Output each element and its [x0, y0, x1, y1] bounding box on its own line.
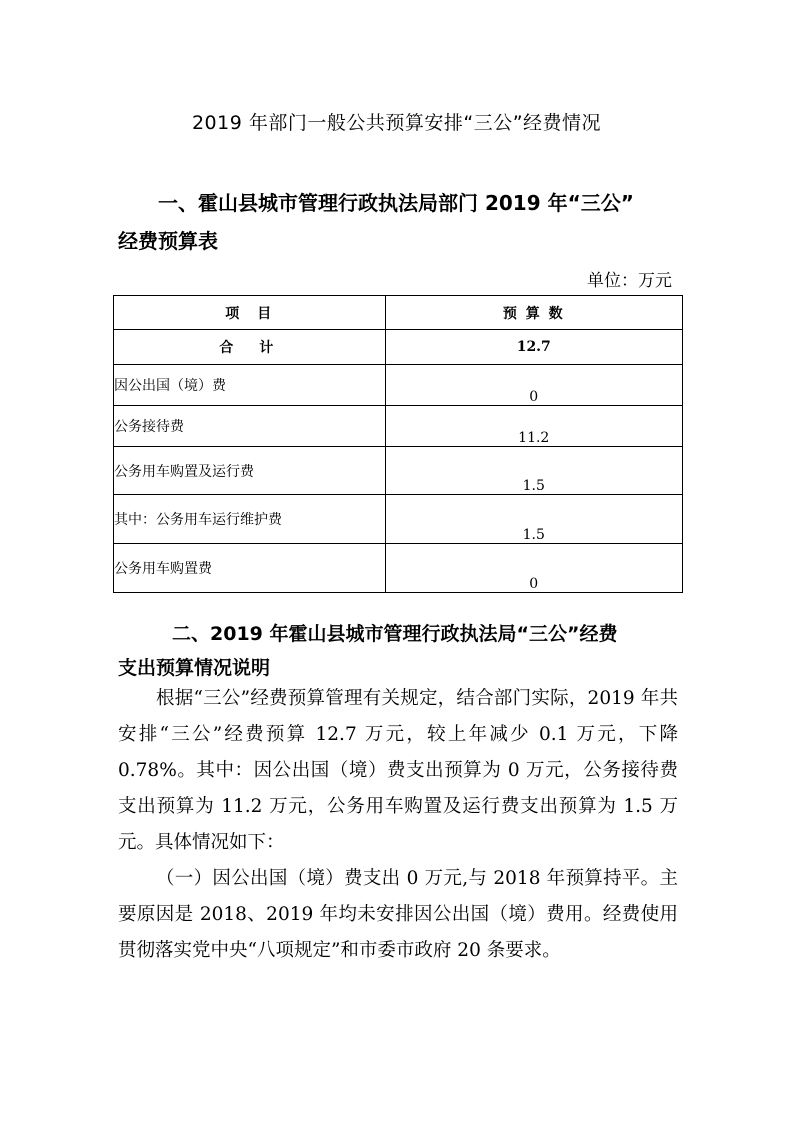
row-label: 公务接待费 — [114, 406, 386, 447]
table-row — [114, 544, 683, 593]
document-title: 2019 年部门一般公共预算安排“三公”经费情况 — [191, 112, 602, 134]
row-label: 公务用车购置费 — [114, 544, 386, 593]
section-1-heading — [118, 184, 678, 260]
table-row — [114, 447, 683, 495]
table-row — [114, 406, 683, 447]
row-value: 11.2 — [385, 406, 682, 447]
table-header-row — [114, 296, 683, 330]
table-row — [114, 365, 683, 406]
row-label: 公务用车购置及运行费 — [114, 447, 386, 495]
paragraph: 根据“三公”经费预算管理有关规定，结合部门实际，2019 年共安排“三公”经费预算 12.7 万元，较上年减少 0.1 万元，下降 0.78%。其中：因公出国（境）费支出预算为 0 万元，公务接待费支出预算为 11.2 万元，公务用车购置及运行费支出预算为 1.5 万元。具体情况如下： — [118, 688, 678, 853]
row-value: 0 — [385, 365, 682, 406]
table-total-row — [114, 330, 683, 365]
header-amount: 预 算 数 — [385, 296, 682, 330]
row-value: 1.5 — [385, 495, 682, 544]
total-label: 合 计 — [114, 330, 386, 365]
row-value: 0 — [385, 544, 682, 593]
section-1-heading-line-1: 一、霍山县城市管理行政执法局部门 2019 年“三公” — [158, 191, 634, 215]
row-value: 1.5 — [385, 447, 682, 495]
section-1-heading-line-2: 经费预算表 — [118, 229, 218, 253]
budget-table — [113, 295, 683, 593]
paragraph: （一）因公出国（境）费支出 0 万元,与 2018 年预算持平。主要原因是 2018、2019 年均未安排因公出国（境）费用。经费使用贯彻落实党中央“八项规定”和市委市政府 20 条要求。 — [118, 868, 678, 961]
row-label: 其中：公务用车运行维护费 — [114, 495, 386, 544]
total-value: 12.7 — [385, 330, 682, 365]
header-item: 项 目 — [114, 296, 386, 330]
section-2-heading-line-1: 二、2019 年霍山县城市管理行政执法局“三公”经费 — [172, 623, 618, 645]
section-2-heading-line-2: 支出预算情况说明 — [118, 657, 271, 679]
body-text — [118, 681, 678, 969]
row-label: 因公出国（境）费 — [114, 365, 386, 406]
table-row — [114, 495, 683, 544]
section-2-heading — [118, 617, 678, 685]
unit-label: 单位：万元 — [587, 271, 672, 291]
